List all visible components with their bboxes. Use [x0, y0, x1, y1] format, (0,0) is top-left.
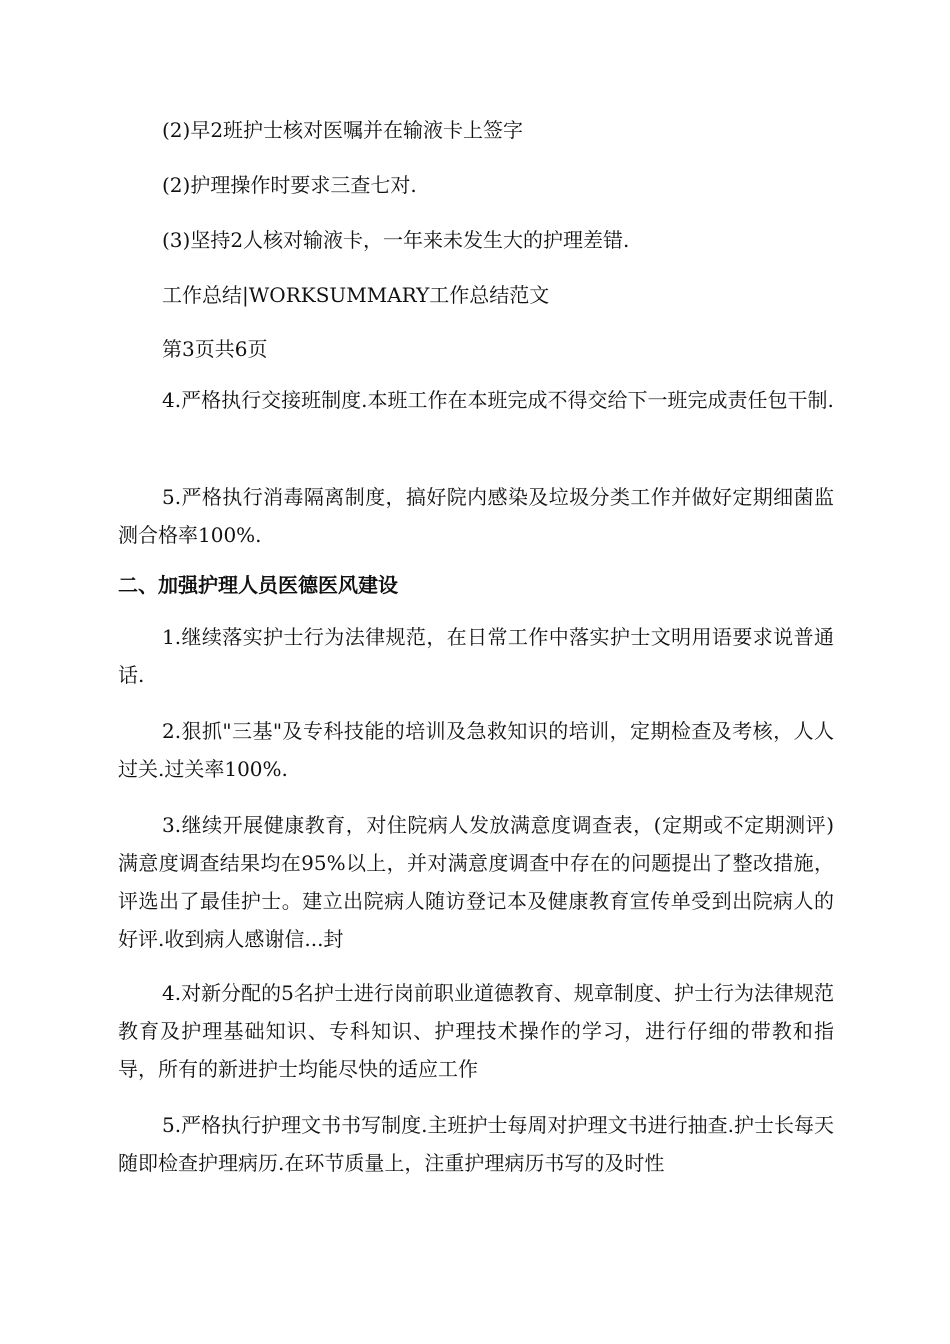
paragraph-2-training: 2.狠抓"三基"及专科技能的培训及急救知识的培训，定期检查及考核，人人过关.过关率100%. [118, 719, 834, 781]
page-number: 第3页共6页 [162, 337, 268, 361]
section-heading: 二、加强护理人员医德医风建设 [118, 573, 398, 597]
paragraph-4-new-nurses: 4.对新分配的5名护士进行岗前职业道德教育、规章制度、护士行为法律规范教育及护理基础知识、专科知识、护理技术操作的学习，进行仔细的带教和指导，所有的新进护士均能尽快的适应工作 [118, 981, 834, 1081]
paragraph-4-handover: 4.严格执行交接班制度.本班工作在本班完成不得交给下一班完成责任包干制. [162, 388, 834, 412]
document-header-text: 工作总结|WORKSUMMARY工作总结范文 [162, 283, 550, 307]
text-line-1: (2)早2班护士核对医嘱并在输液卡上签字 [162, 118, 524, 142]
paragraph-1-conduct: 1.继续落实护士行为法律规范，在日常工作中落实护士文明用语要求说普通话. [118, 625, 834, 687]
paragraph-5-disinfection: 5.严格执行消毒隔离制度，搞好院内感染及垃圾分类工作并做好定期细菌监测合格率100%. [118, 485, 834, 547]
text-line-3: (3)坚持2人核对输液卡，一年来未发生大的护理差错. [162, 228, 630, 252]
text-line-2: (2)护理操作时要求三查七对. [162, 173, 417, 197]
paragraph-5-documentation: 5.严格执行护理文书书写制度.主班护士每周对护理文书进行抽查.护士长每天随即检查护理病历.在环节质量上，注重护理病历书写的及时性 [118, 1113, 834, 1175]
paragraph-3-health-education: 3.继续开展健康教育，对住院病人发放满意度调查表，(定期或不定期测评)满意度调查结果均在95%以上，并对满意度调查中存在的问题提出了整改措施，评选出了最佳护士。建立出院病人随访登记本及健康教育宣传单受到出院病人的好评.收到病人感谢信...封 [118, 813, 834, 951]
